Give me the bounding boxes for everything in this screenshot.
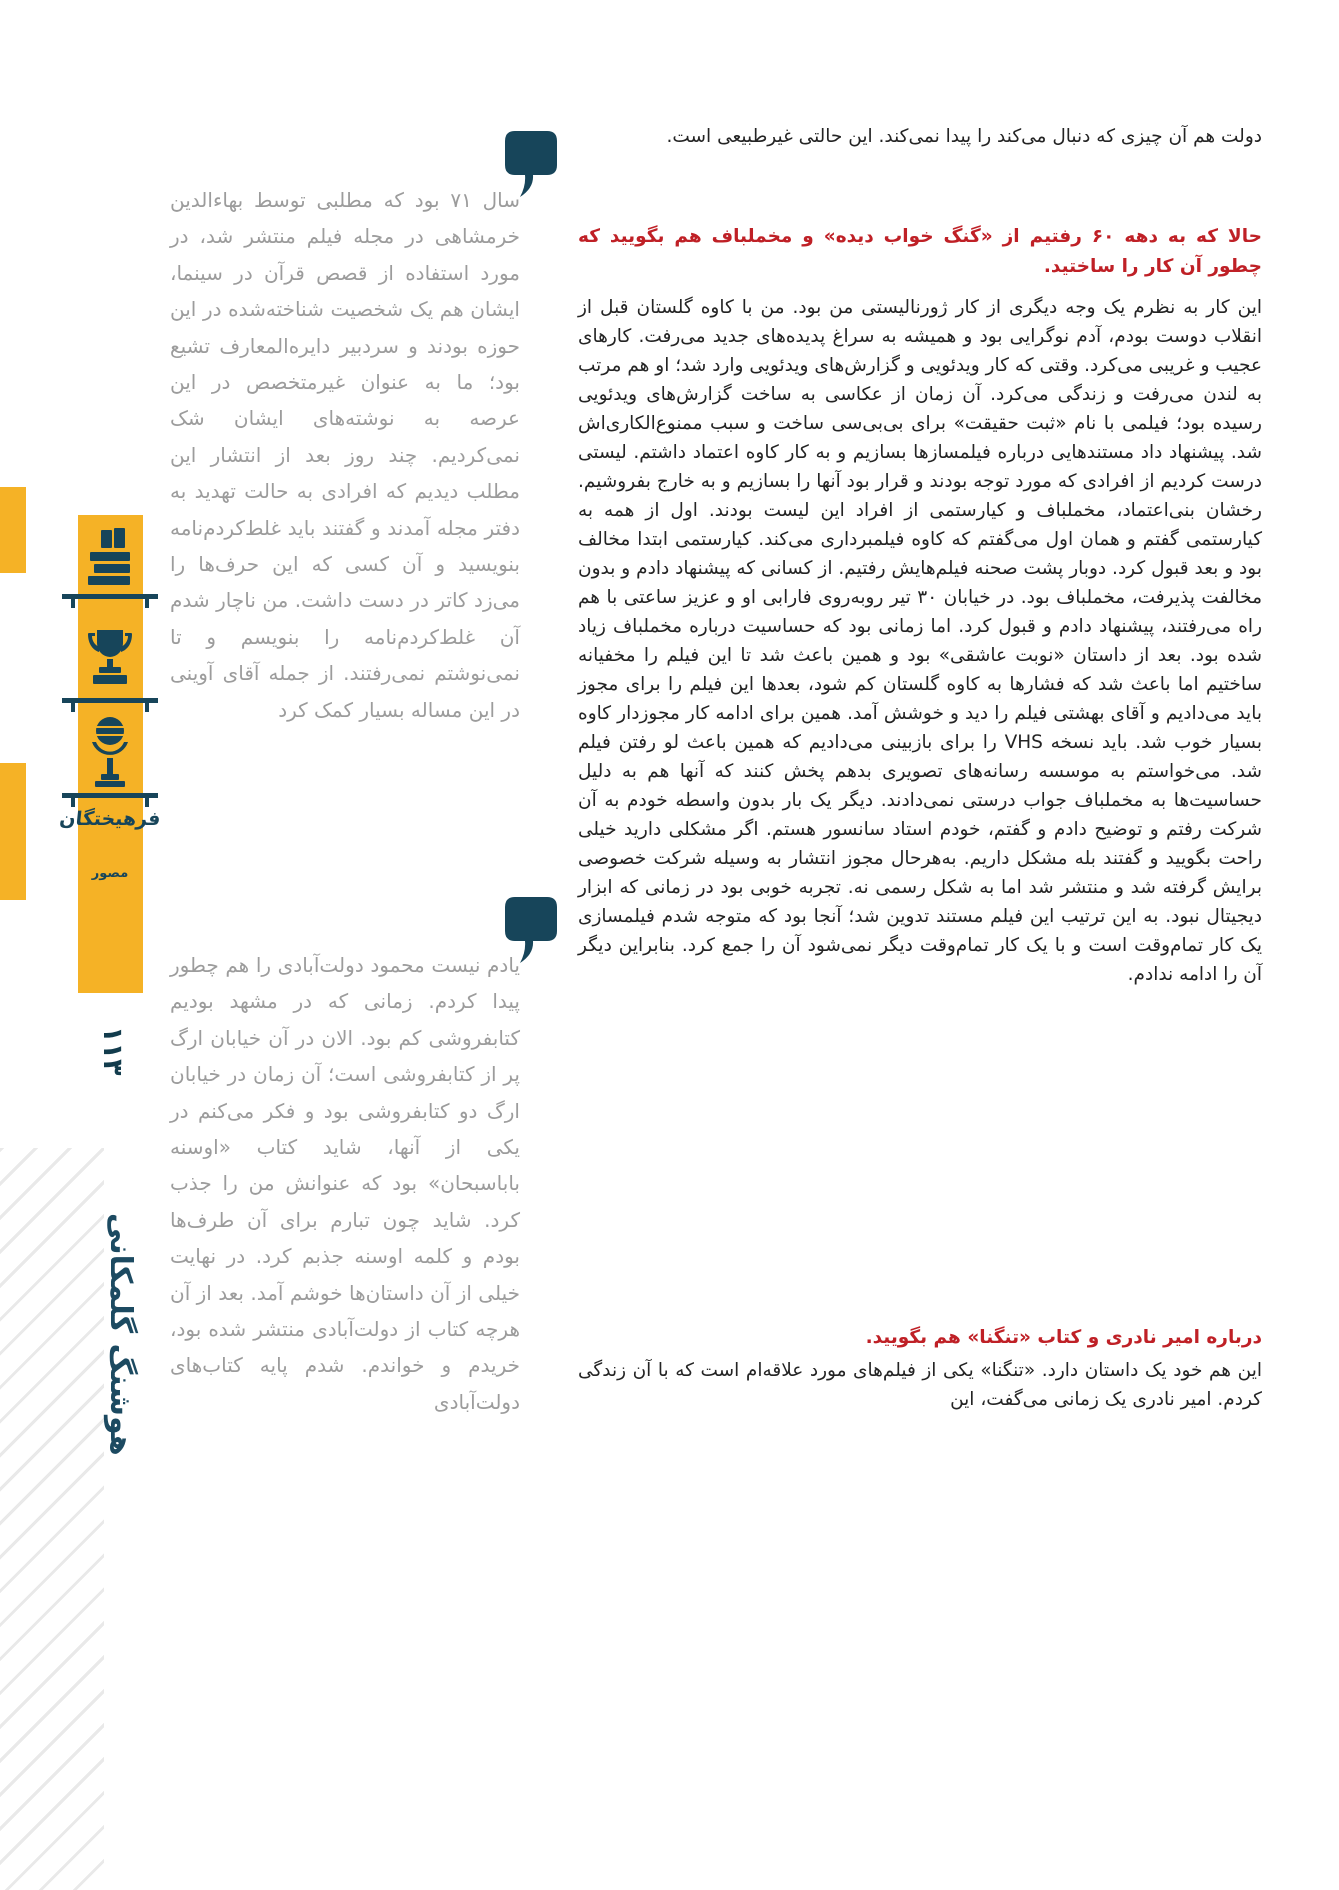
interviewee-name-text: هوشنگ گلمکانی (103, 1213, 138, 1456)
diagonal-stripes-pattern (0, 1148, 104, 1890)
edge-yellow-strip-bottom (0, 763, 26, 900)
interview-question-2: درباره امیر نادری و کتاب «تنگنا» هم بگویید. (865, 1327, 1262, 1348)
pull-quote-1: سال ۷۱ بود که مطلبی توسط بهاءالدین خرمشاهی در مجله فیلم منتشر شد، در مورد استفاده از قصص قرآن در سینما، ایشان هم یک شخصیت شناخته‌شده در این حوزه بودند و سردبیر دایره‌المعارف تشیع بود؛ ما به عنوان غیرمتخصص در این عرصه به نوشته‌های ایشان شک نمی‌کردیم. چند روز بعد از انتشار این مطلب دیدیم که افرادی به حالت تهدید به دفتر مجله آمدند و گفتند باید غلط‌کردم‌نامه بنویسید و آن کسی که این حرف‌ها را می‌زد کاتر در دست داشت. من ناچار شدم آن غلط‌کردم‌نامه را بنویسم و تا نمی‌نوشتم نمی‌رفتند. از جمله آقای آوینی در این مساله بسیار کمک کرد (170, 188, 520, 722)
microphone-icon (88, 716, 132, 790)
previous-answer-closing: دولت هم آن چیزی که دنبال می‌کند را پیدا نمی‌کند. این حالتی غیرطبیعی است. (666, 126, 1262, 147)
interviewee-name-vertical (96, 1213, 142, 1513)
page-number-text: ۱۱۳ (97, 1026, 128, 1076)
brand-sub-label: مصور (91, 866, 129, 881)
books-icon (80, 526, 140, 590)
shelf-line (62, 793, 158, 798)
brand-logo: فرهیختگان (58, 808, 162, 830)
edge-yellow-strip-top (0, 487, 26, 573)
shelf-line (62, 594, 158, 599)
shelf-line (62, 698, 158, 703)
page-number (92, 1026, 136, 1106)
interview-answer-1: این کار به نظرم یک وجه دیگری از کار ژورنالیستی من بود. من با کاوه گلستان قبل از انقلاب دوست بودم، آدم نوگرایی بود و همیشه به سراغ پدیده‌های جدید می‌رفت. کارهای عجیب و غریبی می‌کرد. وقتی که کار ویدئویی و گزارش‌های ویدئویی وارد شد؛ او هم مرتب به لندن می‌رفت و زندگی می‌کرد. آن زمان از عکاسی به ساخت گزارش‌های ویدئویی رسیده بود؛ فیلمی با نام «ثبت حقیقت» برای بی‌بی‌سی ساخت و سبب ممنوع‌الکاری‌اش شد. پیشنهاد داد مستندهایی درباره فیلمسازها بسازیم و به کار کاوه اعتماد داشتم. لیستی درست کردیم از افرادی که مورد توجه بودند و قرار بود آنها را بسازیم و به خارج بفروشیم. رخشان بنی‌اعتماد، مخملباف و کیارستمی از افراد این لیست بودند. اول از همه به کیارستمی گفتم و همان اول می‌گفتم که کاوه فیلمبرداری می‌کند. کیارستمی ابتدا مخالف بود و بعد قبول کرد. دوبار پشت صحنه فیلم‌هایش رفتیم. از کسانی که پیشنهاد دادم و بدون مخالفت پذیرفت، مخملباف بود. در خیابان ۳۰ تیر روبه‌روی فارابی او و عزیز ساعتی با هم راه می‌رفتند، پیشنهاد دادم و قبول کرد. اما زمانی بود که حساسیت درباره مخملباف زیاد شده بود. بعد از داستان «نوبت عاشقی» بود و همین باعث شد تا این فیلم را مخفیانه ساختیم اما باعث شد که فشارها به کاوه گلستان کم شود، بعدها این فیلم را برای مجوز باید می‌دادیم و آقای بهشتی فیلم را دید و خوشش آمد. همین برای ادامه کار مجوزدار کاوه بسیار خوب شد. باید نسخه VHS را برای بازبینی می‌دادیم که همین باعث لو رفتن فیلم شد. می‌خواستم به موسسه رسانه‌های تصویری بدهم پخش کنند که آنها هم به دلیل حساسیت‌ها به مخملباف جواب درستی نمی‌دادند. دیگر یک بار بدون واسطه خودم به آن شرکت رفتم و توضیح دادم و گفتم، خودم استاد سانسور هستم. اگر مشکلی دارید خیلی راحت بگویید و گفتند بله مشکل داریم. به‌هرحال مجوز انتشار به وسیله شرکت خصوصی برایش گرفته شد و منتشر شد اما به شکل رسمی نه. تجربه خوبی بود در زمانی که ابزار دیجیتال نبود. به این ترتیب این فیلم مستند تدوین شد؛ آنجا بود که متوجه شدم فیلمسازی یک کار تمام‌وقت است و با یک کار تمام‌وقت دیگر نمی‌شود آن را جمع کرد. بنابراین دیگر آن را ادامه ندادم. (578, 297, 1262, 985)
interview-answer-2: این هم خود یک داستان دارد. «تنگنا» یکی از فیلم‌های مورد علاقه‌ام است که با آن زندگی کردم. امیر نادری یک زمانی می‌گفت، این (578, 1360, 1262, 1410)
trophy-icon (84, 628, 136, 692)
interview-question-1: حالا که به دهه ۶۰ رفتیم از «گنگ خواب دیده» و مخملباف هم بگویید که چطور آن کار را ساختید. (578, 226, 1262, 277)
pull-quote-2: یادم نیست محمود دولت‌آبادی را هم چطور پیدا کردم. زمانی که در مشهد بودیم کتابفروشی کم بود. الان در آن خیابان ارگ پر از کتابفروشی است؛ آن زمان در خیابان ارگ دو کتابفروشی بود و فکر می‌کنم در یکی از آنها، شاید کتاب «اوسنه باباسبحان» بود که عنوانش من را جذب کرد. شاید چون تبارم برای آن طرف‌ها بودم و کلمه اوسنه جذبم کرد. در نهایت خیلی از آن داستان‌ها خوشم آمد. بعد از آن هرچه کتاب از دولت‌آبادی منتشر شده بود، خریدم و خواندم. شدم پایه کتاب‌های دولت‌آبادی (170, 953, 520, 1414)
